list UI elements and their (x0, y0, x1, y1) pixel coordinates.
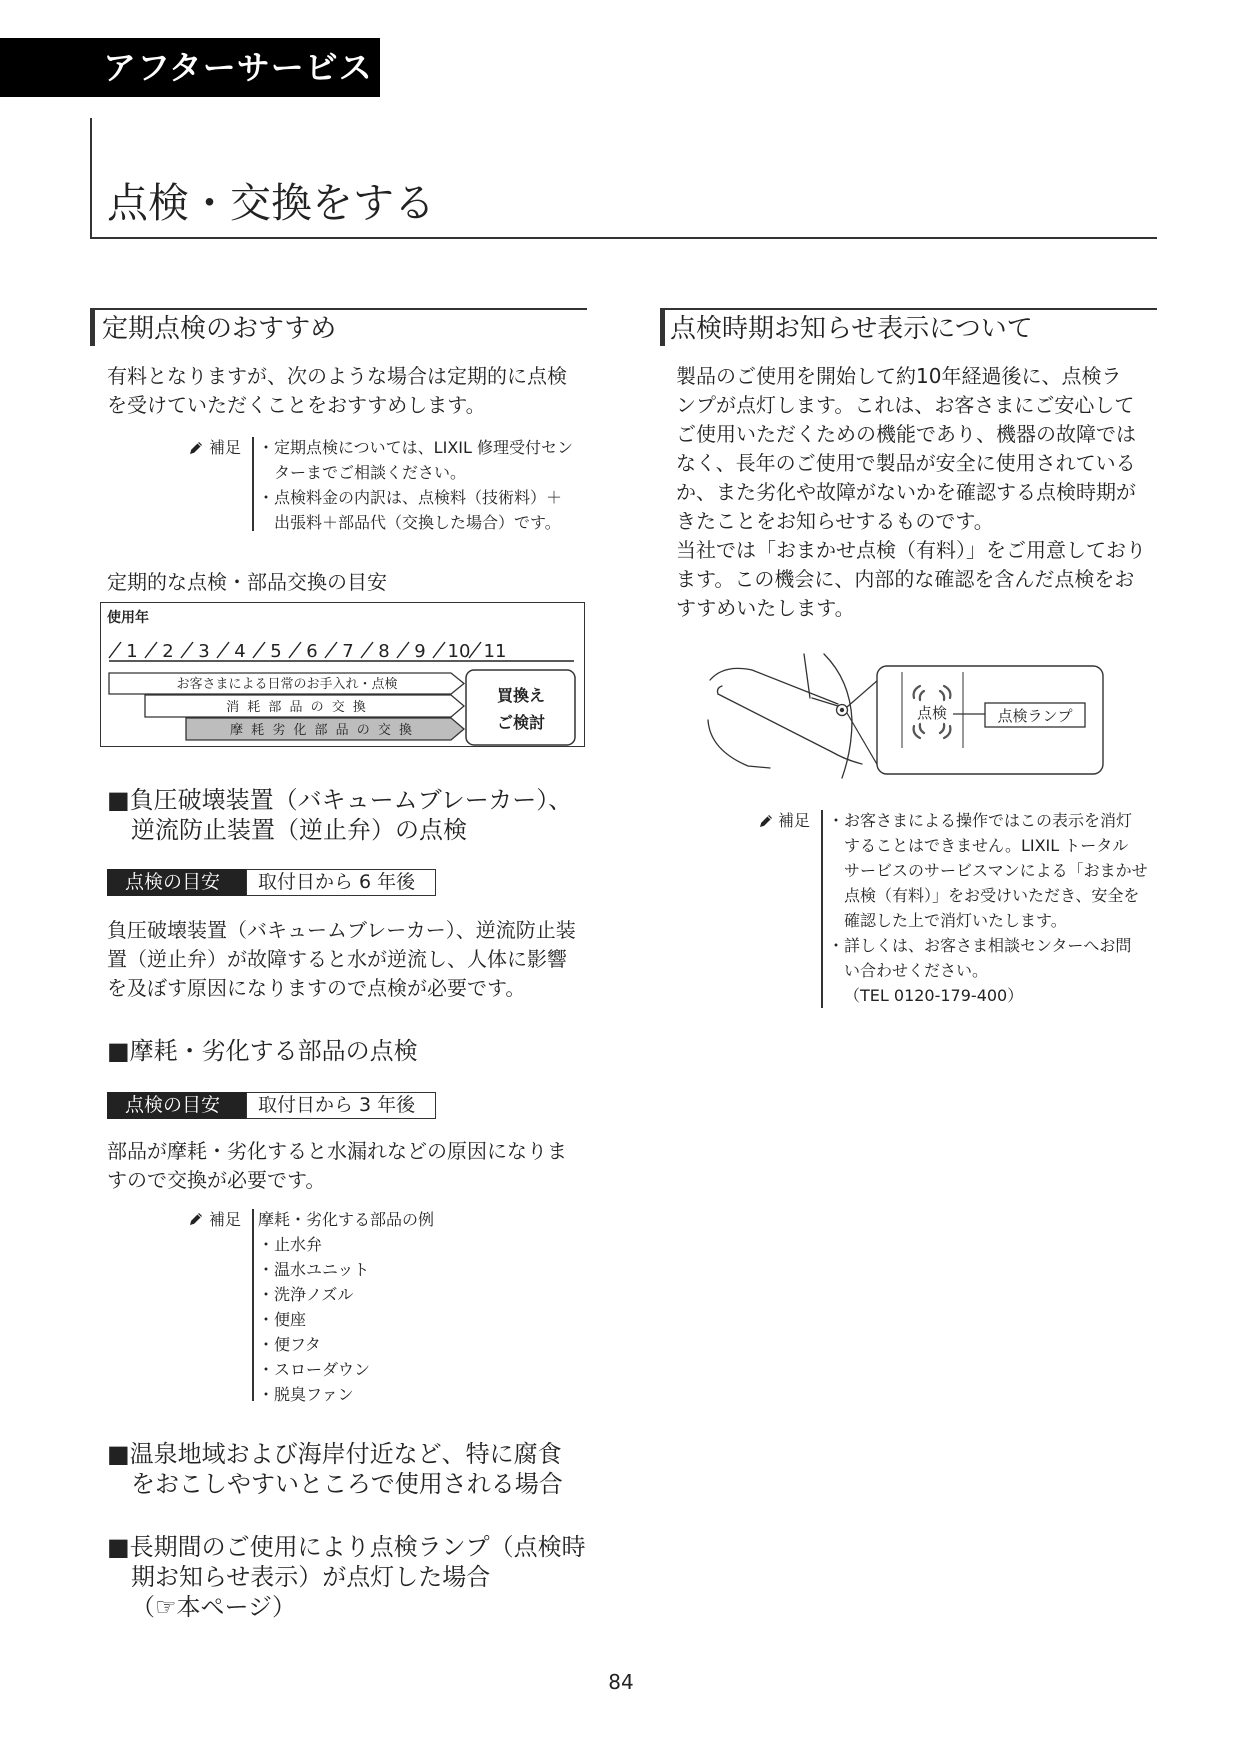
list-item: ・便フタ (258, 1335, 321, 1354)
pencil-icon (758, 813, 774, 829)
year-slash (289, 642, 301, 658)
page-number: 84 (608, 1670, 634, 1694)
text-line: 製品のご使用を開始して約10年経過後に、点検ラ (676, 364, 1122, 388)
year-label: 1 (126, 641, 138, 662)
schedule-diagram (100, 602, 585, 747)
note-line: ・お客さまによる操作ではこの表示を消灯 (828, 811, 1133, 830)
note-parts-list (258, 1207, 434, 1407)
toilet-drawing (708, 654, 862, 778)
lamp-label: 点検ランプ (997, 707, 1073, 725)
year-slash (217, 642, 229, 658)
lamp-dot (840, 708, 844, 712)
year-slash (109, 642, 121, 658)
note-line: ターまでご相談ください。 (274, 463, 467, 482)
intro-paragraph (107, 362, 567, 420)
callout-line (847, 680, 878, 707)
heading-line: ■長期間のご使用により点検ランプ（点検時 (107, 1533, 586, 1561)
text-line: 部品が摩耗・劣化すると水漏れなどの原因になりま (107, 1139, 567, 1163)
note-line: ・詳しくは、お客さま相談センターへお問 (828, 936, 1132, 955)
year-label: 2 (162, 641, 174, 662)
caption-text: 定期的な点検・部品交換の目安 (107, 570, 387, 594)
schedule-caption (107, 568, 387, 597)
list-item: ・脱臭ファン (258, 1385, 354, 1404)
year-slash (433, 642, 445, 658)
year-slash (181, 642, 193, 658)
heading-line: 期お知らせ表示）が点灯した場合 (131, 1563, 491, 1591)
note-line: サービスのサービスマンによる「おまかせ (844, 861, 1148, 880)
year-label: 10 (447, 641, 471, 662)
section-bar (90, 310, 95, 346)
year-label: 6 (306, 641, 318, 662)
item-heading-worn-parts (107, 1036, 418, 1066)
row-label-worn-parts: 摩 耗 劣 化 部 品 の 交 換 (229, 723, 415, 738)
note-line: 確認した上で消灯いたします。 (844, 911, 1067, 930)
years-label: 使用年 (107, 610, 149, 626)
replacement-line-1: 買換え (496, 686, 546, 705)
list-item: ・スローダウン (258, 1360, 371, 1379)
item-body (107, 1137, 567, 1195)
badge-label: 点検の目安 (107, 1092, 246, 1119)
item-heading-corrosive-area (107, 1439, 563, 1499)
note-line: 点検（有料）」をお受けいただき、安全を (844, 886, 1140, 905)
inspection-lamp-illustration (700, 650, 1110, 780)
text-line: 負圧破壊装置（バキュームブレーカー）、逆流防止装 (107, 918, 576, 942)
note-label: 補足 (209, 1210, 242, 1229)
item-heading-lamp-lit (107, 1532, 586, 1622)
year-slash (145, 642, 157, 658)
schedule-svg (101, 603, 586, 748)
badge-label: 点検の目安 (107, 869, 246, 896)
note-line: い合わせください。 (844, 961, 989, 980)
text-line: を及ぼす原因になりますので点検が必要です。 (107, 976, 526, 1000)
notice-paragraph (676, 362, 1146, 623)
badge-value: 取付日から 6 年後 (246, 869, 436, 896)
note-line: 出張料＋部品代（交換した場合）です。 (274, 513, 561, 532)
heading-line: をおこしやすいところで使用される場合 (131, 1470, 563, 1498)
year-slash (325, 642, 337, 658)
note-supplement (258, 435, 573, 535)
note-line: することはできません。LIXIL トータル (844, 836, 1129, 855)
note-label: 補足 (778, 811, 811, 830)
text-line: ンプが点灯します。これは、お客さまにご安心して (676, 393, 1135, 417)
year-slash (397, 642, 409, 658)
heading-line: ■摩耗・劣化する部品の点検 (107, 1037, 418, 1065)
year-label: 8 (378, 641, 390, 662)
year-label: 5 (270, 641, 282, 662)
heading-line: ■負圧破壊装置（バキュームブレーカー）、 (107, 786, 573, 814)
note-divider (821, 810, 823, 1008)
callout-line (847, 713, 878, 766)
inspection-badge (107, 1092, 436, 1119)
text-line: か、また劣化や故障がないかを確認する点検時期が (676, 480, 1136, 504)
text-line: きたことをお知らせするものです。 (676, 509, 994, 533)
list-item: ・洗浄ノズル (258, 1285, 354, 1304)
note-line: （TEL 0120-179-400） (844, 986, 1024, 1005)
note-title: 摩耗・劣化する部品の例 (258, 1210, 435, 1229)
note-divider (252, 1209, 254, 1401)
row-label-daily-care: お客さまによる日常のお手入れ・点検 (176, 677, 398, 692)
text-line: ます。この機会に、内部的な確認を含んだ点検をお (676, 567, 1135, 591)
page-title: 点検・交換をする (107, 179, 435, 227)
replacement-line-2: ご検討 (496, 713, 546, 732)
text-line: を受けていただくことをおすすめします。 (107, 393, 486, 417)
text-line: 当社では「おまかせ点検（有料）」をご用意しており (676, 538, 1146, 562)
title-rule-horizontal (90, 237, 1157, 239)
inspection-badge (107, 869, 436, 896)
year-label: 7 (342, 641, 354, 662)
year-slash (361, 642, 373, 658)
heading-line: （☞本ページ） (131, 1593, 297, 1621)
year-label: 9 (414, 641, 426, 662)
row-label-consumables: 消 耗 部 品 の 交 換 (226, 700, 368, 715)
year-label: 11 (483, 641, 507, 662)
title-rule-vertical (90, 118, 92, 238)
note-divider (252, 437, 254, 531)
item-body (107, 916, 576, 1003)
lamp-text: 点検 (916, 704, 948, 722)
note-lamp-reset (828, 808, 1148, 1008)
note-label: 補足 (209, 438, 242, 457)
text-line: なく、長年のご使用で製品が安全に使用されている (676, 451, 1136, 475)
replacement-box (466, 670, 575, 745)
year-slash (253, 642, 265, 658)
pencil-icon (188, 440, 204, 456)
category-label: アフターサービス (103, 48, 373, 87)
pencil-icon (188, 1211, 204, 1227)
text-line: すので交換が必要です。 (107, 1168, 326, 1192)
note-line: ・点検料金の内訳は、点検料（技術料）＋ (258, 488, 563, 507)
heading-line: 逆流防止装置（逆止弁）の点検 (131, 816, 467, 844)
note-line: ・定期点検については、LIXIL 修理受付セン (258, 438, 573, 457)
text-line: ご使用いただくための機能であり、機器の故障では (676, 422, 1136, 446)
heading-line: ■温泉地域および海岸付近など、特に腐食 (107, 1440, 562, 1468)
list-item: ・便座 (258, 1310, 307, 1329)
section-rule (660, 308, 1157, 310)
section-title-inspection-notice: 点検時期お知らせ表示について (670, 314, 1033, 344)
list-item: ・温水ユニット (258, 1260, 370, 1279)
year-label: 3 (198, 641, 210, 662)
year-label: 4 (234, 641, 246, 662)
text-line: 有料となりますが、次のような場合は定期的に点検 (107, 364, 567, 388)
year-slash (469, 642, 481, 658)
text-line: 置（逆止弁）が故障すると水が逆流し、人体に影響 (107, 947, 567, 971)
item-heading-vacuum-breaker (107, 785, 572, 845)
text-line: すすめいたします。 (676, 596, 855, 620)
section-bar (660, 310, 665, 346)
list-item: ・止水弁 (258, 1235, 323, 1254)
section-rule (90, 308, 587, 310)
badge-value: 取付日から 3 年後 (246, 1092, 436, 1119)
section-title-inspection-recommendation: 定期点検のおすすめ (102, 314, 337, 344)
